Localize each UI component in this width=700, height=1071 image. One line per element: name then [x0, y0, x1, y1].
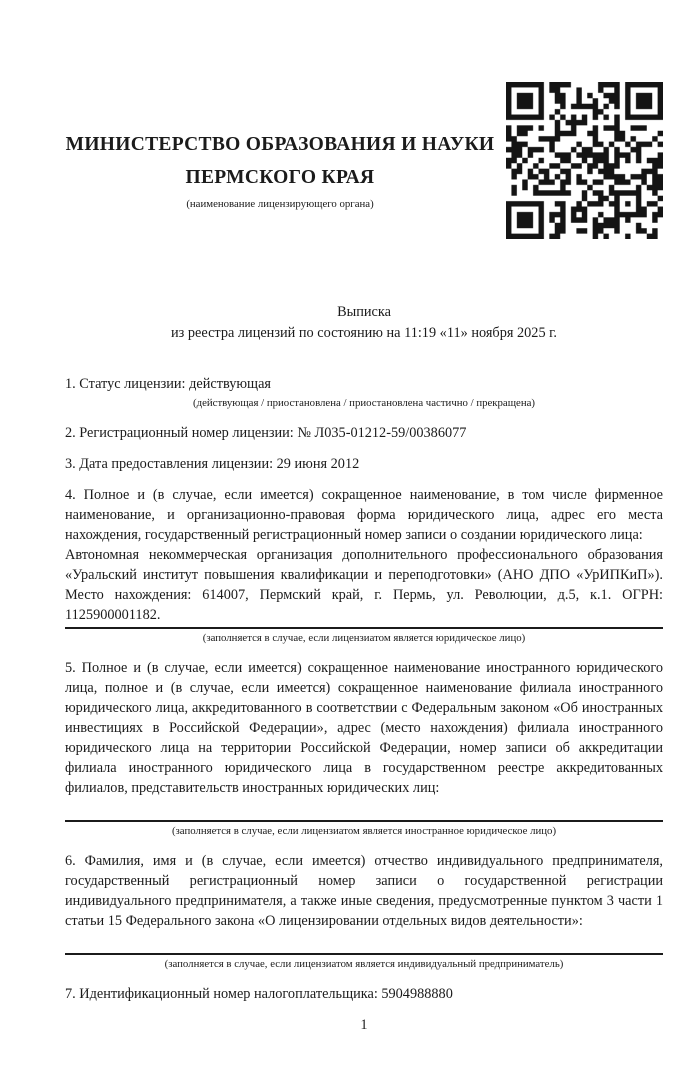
item-7-text: 7. Идентификационный номер налогоплательщика: 5904988880	[65, 986, 453, 1002]
item-4-value: Автономная некоммерческая организация дополнительного профессионального образования «Уральский институт повышения квалификации и переподготовки» (АНО ДПО «УрИПКиП»). Место нахождения: 614007, Пермский край, г. Пермь, ул. Революции, д.5, к.1. ОГРН: 1125900001182.	[65, 547, 663, 623]
item-4-legal-entity	[65, 485, 663, 647]
document-title-line2: из реестра лицензий по состоянию на 11:19 «11» ноября 2025 г.	[171, 325, 557, 341]
item-5-text: 5. Полное и (в случае, если имеется) сокращенное наименование иностранного юридического лица, полное и (в случае, если имеется) сокращенное наименование филиала иностранного юридического лица, аккредитованного в соответствии с Федеральным законом «Об иностранных инвестициях в Российской Федерации», адрес (место нахождения) филиала иностранного юридического лица на территории Российской Федерации, номер записи об аккредитации филиала иностранного юридического лица в государственном реестре аккредитованных филиалов, представительств иностранных юридических лиц:	[65, 660, 663, 796]
item-3-text: 3. Дата предоставления лицензии: 29 июня 2012	[65, 456, 360, 472]
ministry-caption: (наименование лицензирующего органа)	[186, 198, 374, 210]
item-4-text: 4. Полное и (в случае, если имеется) сокращенное наименование, в том числе фирменное наименование, и организационно-правовая форма юридического лица, адрес его места нахождения, государственный регистрационный номер записи о создании юридического лица:	[65, 487, 663, 543]
item-7-taxpayer-id	[65, 984, 663, 1004]
empty-value-line	[65, 931, 663, 951]
items-list	[65, 374, 663, 1004]
page-number: 1	[360, 1017, 368, 1033]
item-1-license-status	[65, 374, 663, 412]
document-header	[65, 82, 663, 242]
ministry-name-line1: МИНИСТЕРСТВО ОБРАЗОВАНИЯ И НАУКИ	[65, 134, 495, 155]
item-1-caption: (действующая / приостановлена / приостановлена частично / прекращена)	[193, 397, 535, 409]
item-3-license-grant-date	[65, 454, 663, 474]
qr-code	[506, 82, 663, 239]
fill-in-line	[65, 953, 663, 955]
item-1-text: 1. Статус лицензии: действующая	[65, 376, 271, 392]
item-6-caption: (заполняется в случае, если лицензиатом является индивидуальный предприниматель)	[164, 958, 564, 970]
fill-in-line	[65, 627, 663, 629]
document-title	[65, 302, 663, 344]
item-4-caption: (заполняется в случае, если лицензиатом является юридическое лицо)	[202, 632, 526, 644]
item-6-individual-entrepreneur	[65, 851, 663, 973]
item-2-registration-number	[65, 423, 663, 443]
document-page	[0, 82, 700, 1071]
ministry-name-line2: ПЕРМСКОГО КРАЯ	[185, 167, 375, 188]
document-title-line1: Выписка	[337, 304, 391, 320]
item-2-text: 2. Регистрационный номер лицензии: № Л035-01212-59/00386077	[65, 425, 467, 441]
empty-value-line	[65, 798, 663, 818]
item-5-caption: (заполняется в случае, если лицензиатом является иностранное юридическое лицо)	[171, 825, 557, 837]
item-6-text: 6. Фамилия, имя и (в случае, если имеется) отчество индивидуального предпринимателя, государственный регистрационный номер записи о государственной регистрации индивидуального предпринимателя, а также иные сведения, предусмотренные пунктом 3 части 1 статьи 15 Федерального закона «О лицензировании отдельных видов деятельности»:	[65, 853, 663, 929]
item-5-foreign-legal-entity	[65, 658, 663, 840]
licensing-authority-block	[55, 128, 505, 213]
fill-in-line	[65, 820, 663, 822]
